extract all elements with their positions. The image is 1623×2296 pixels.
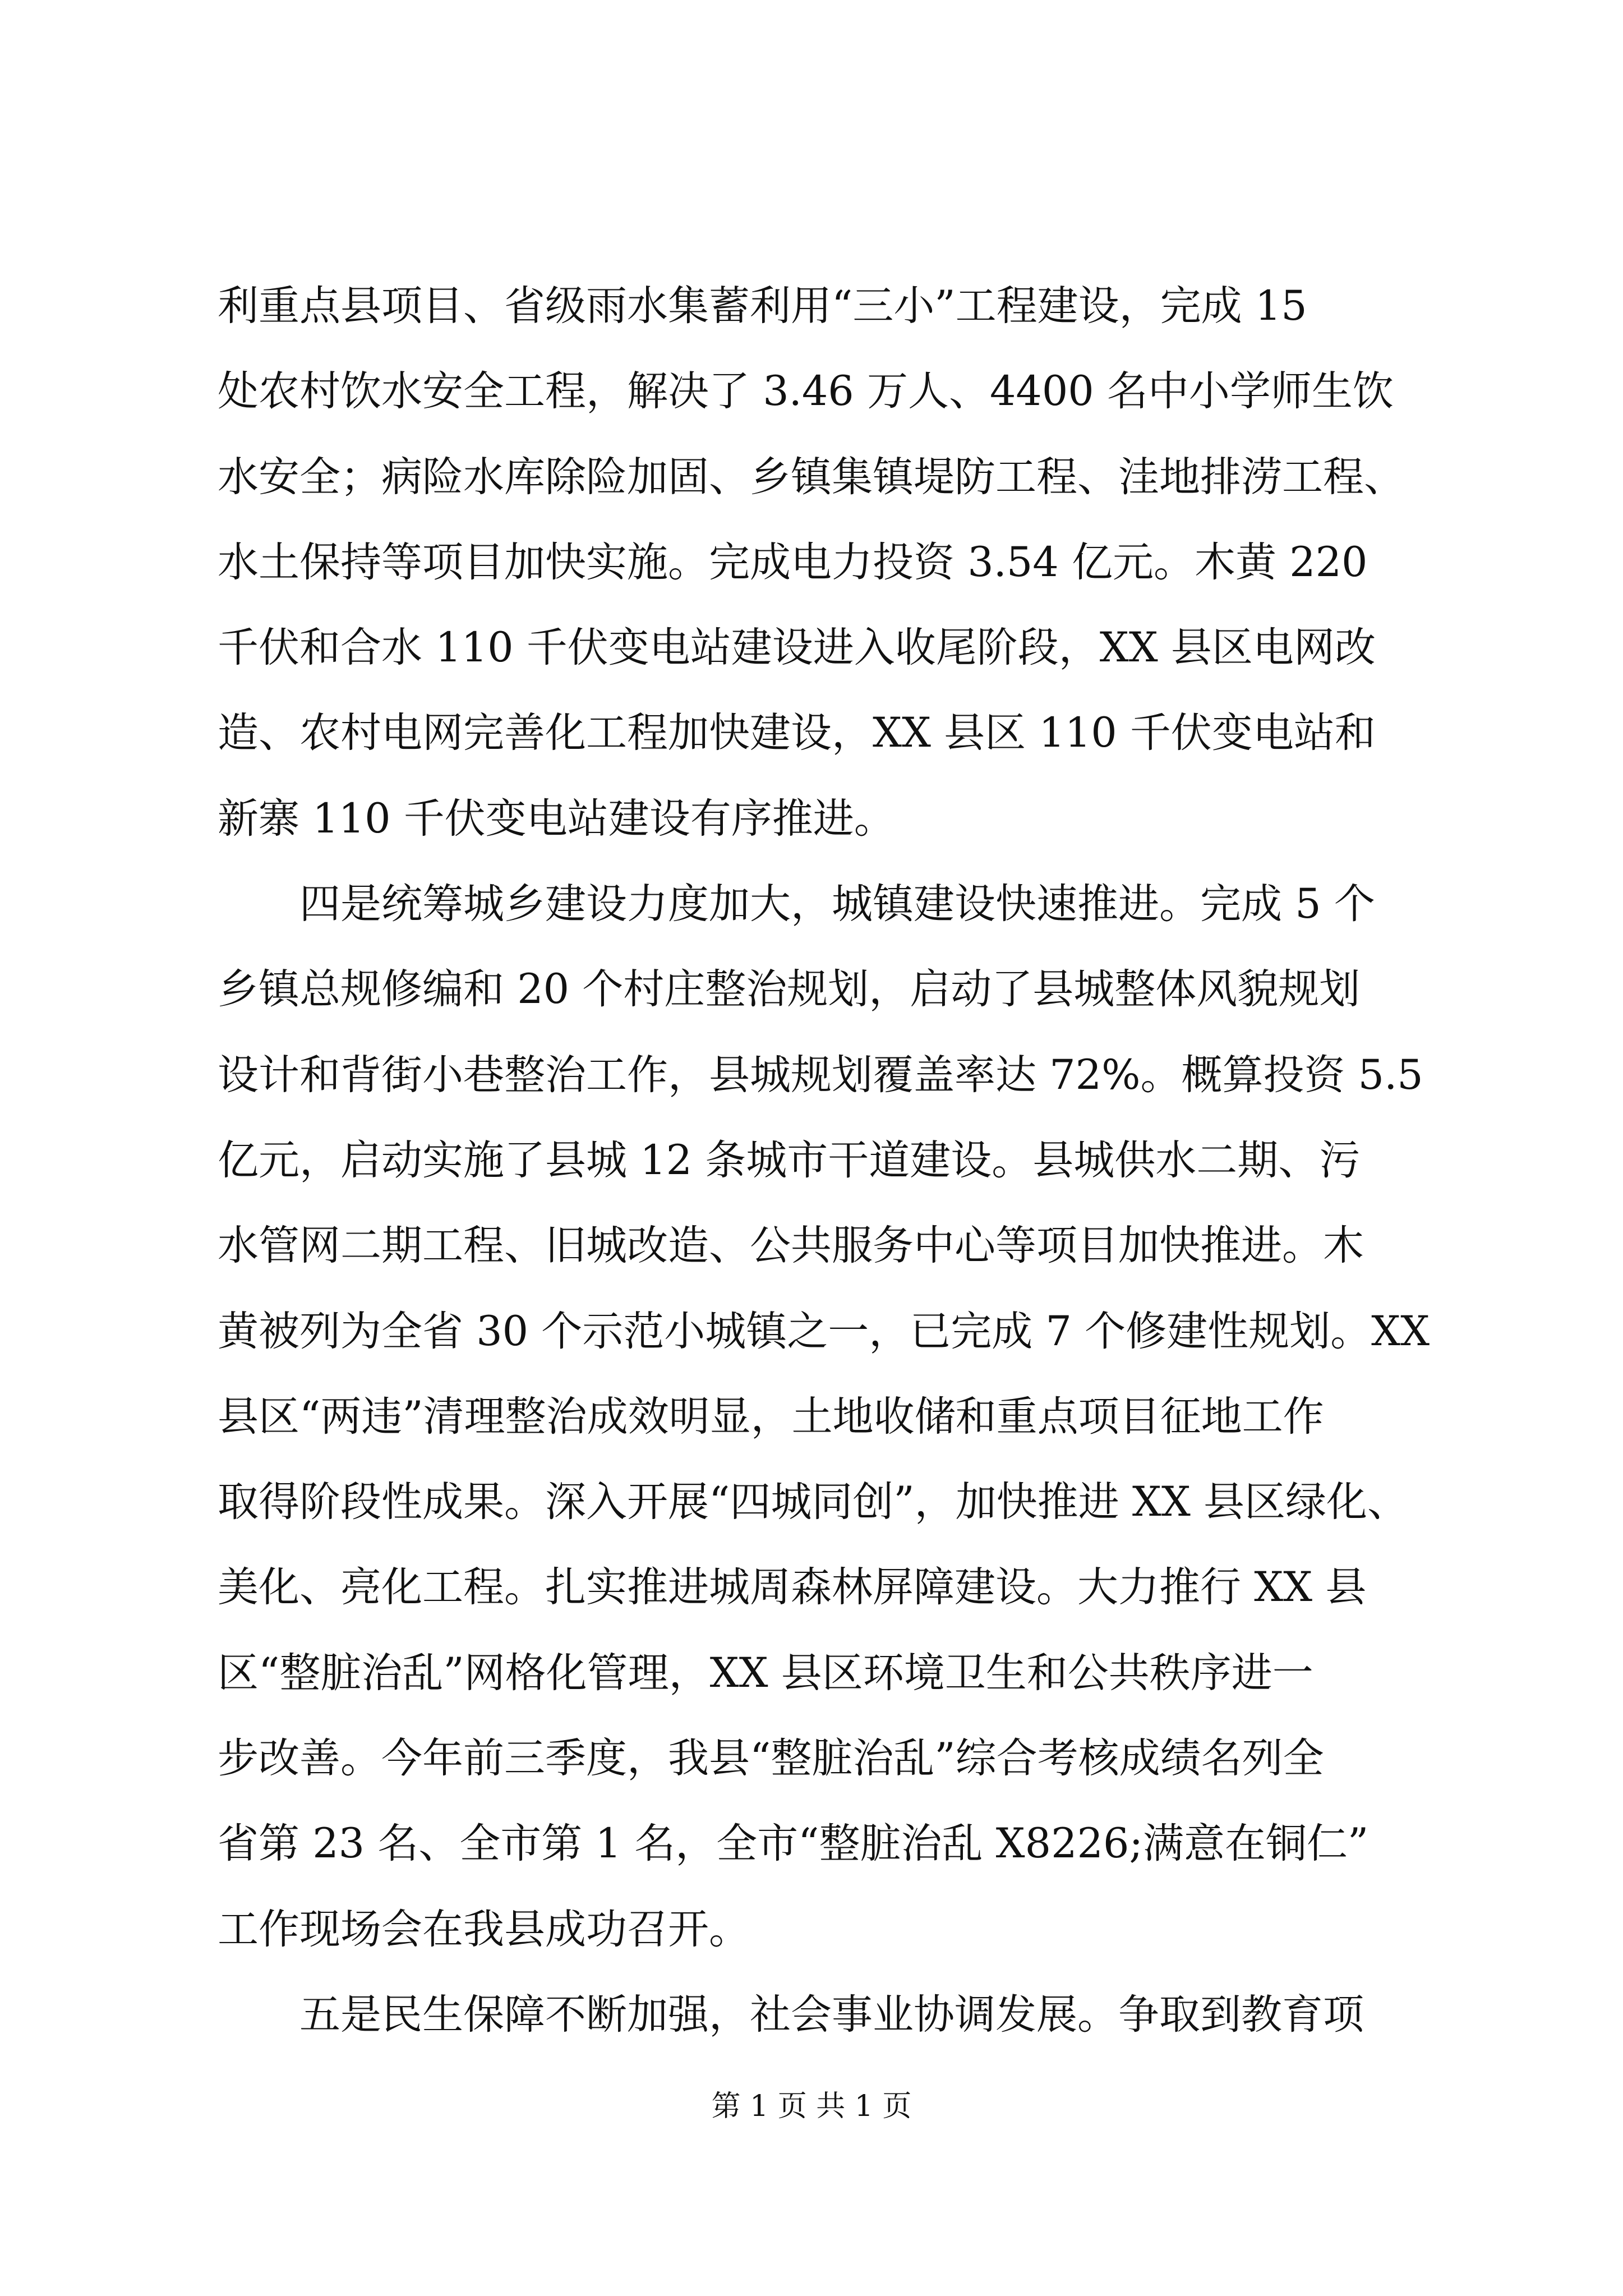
text-line: 乡镇总规修编和 20 个村庄整治规划，启动了县城整体风貌规划 [218,965,1361,1014]
paragraph-start-line: 五是民生保障不断加强，社会事业协调发展。争取到教育项 [299,1990,1364,2039]
text-line: 新寨 110 千伏变电站建设有序推进。 [218,794,895,843]
text-line: 县区“两违”清理整治成效明显，土地收储和重点项目征地工作 [218,1392,1324,1441]
text-line: 美化、亮化工程。扎实推进城周森林屏障建设。大力推行 XX 县 [218,1563,1367,1612]
text-line: 黄被列为全省 30 个示范小城镇之一，已完成 7 个修建性规划。XX [218,1307,1430,1355]
text-line: 水安全；病险水库除险加固、乡镇集镇堤防工程、洼地排涝工程、 [218,453,1405,501]
text-line: 水土保持等项目加快实施。完成电力投资 3.54 亿元。木黄 220 [218,538,1368,586]
text-line: 步改善。今年前三季度，我县“整脏治乱”综合考核成绩名列全 [218,1734,1324,1783]
text-line: 水管网二期工程、旧城改造、公共服务中心等项目加快推进。木 [218,1222,1364,1270]
paragraph-start-line: 四是统筹城乡建设力度加大，城镇建设快速推进。完成 5 个 [299,880,1375,928]
text-line: 亿元，启动实施了县城 12 条城市干道建设。县城供水二期、污 [218,1136,1361,1184]
text-line: 利重点县项目、省级雨水集蓄利用“三小”工程建设，完成 15 [218,282,1307,330]
text-line: 取得阶段性成果。深入开展“四城同创”，加快推进 XX 县区绿化、 [218,1478,1408,1526]
text-line: 设计和背街小巷整治工作，县城规划覆盖率达 72%。概算投资 5.5 [218,1051,1423,1099]
page-footer: 第 1 页 共 1 页 [711,2090,912,2123]
text-line: 千伏和合水 110 千伏变电站建设进入收尾阶段，XX 县区电网改 [218,624,1376,672]
text-line: 处农村饮水安全工程，解决了 3.46 万人、4400 名中小学师生饮 [218,367,1394,416]
text-line: 造、农村电网完善化工程加快建设，XX 县区 110 千伏变电站和 [218,709,1376,757]
text-line: 工作现场会在我县成功召开。 [218,1905,750,1953]
document-body [218,264,1430,2058]
text-line: 省第 23 名、全市第 1 名，全市“整脏治乱 X8226;满意在铜仁” [218,1820,1369,1868]
text-line: 区“整脏治乱”网格化管理，XX 县区环境卫生和公共秩序进一 [218,1649,1313,1697]
